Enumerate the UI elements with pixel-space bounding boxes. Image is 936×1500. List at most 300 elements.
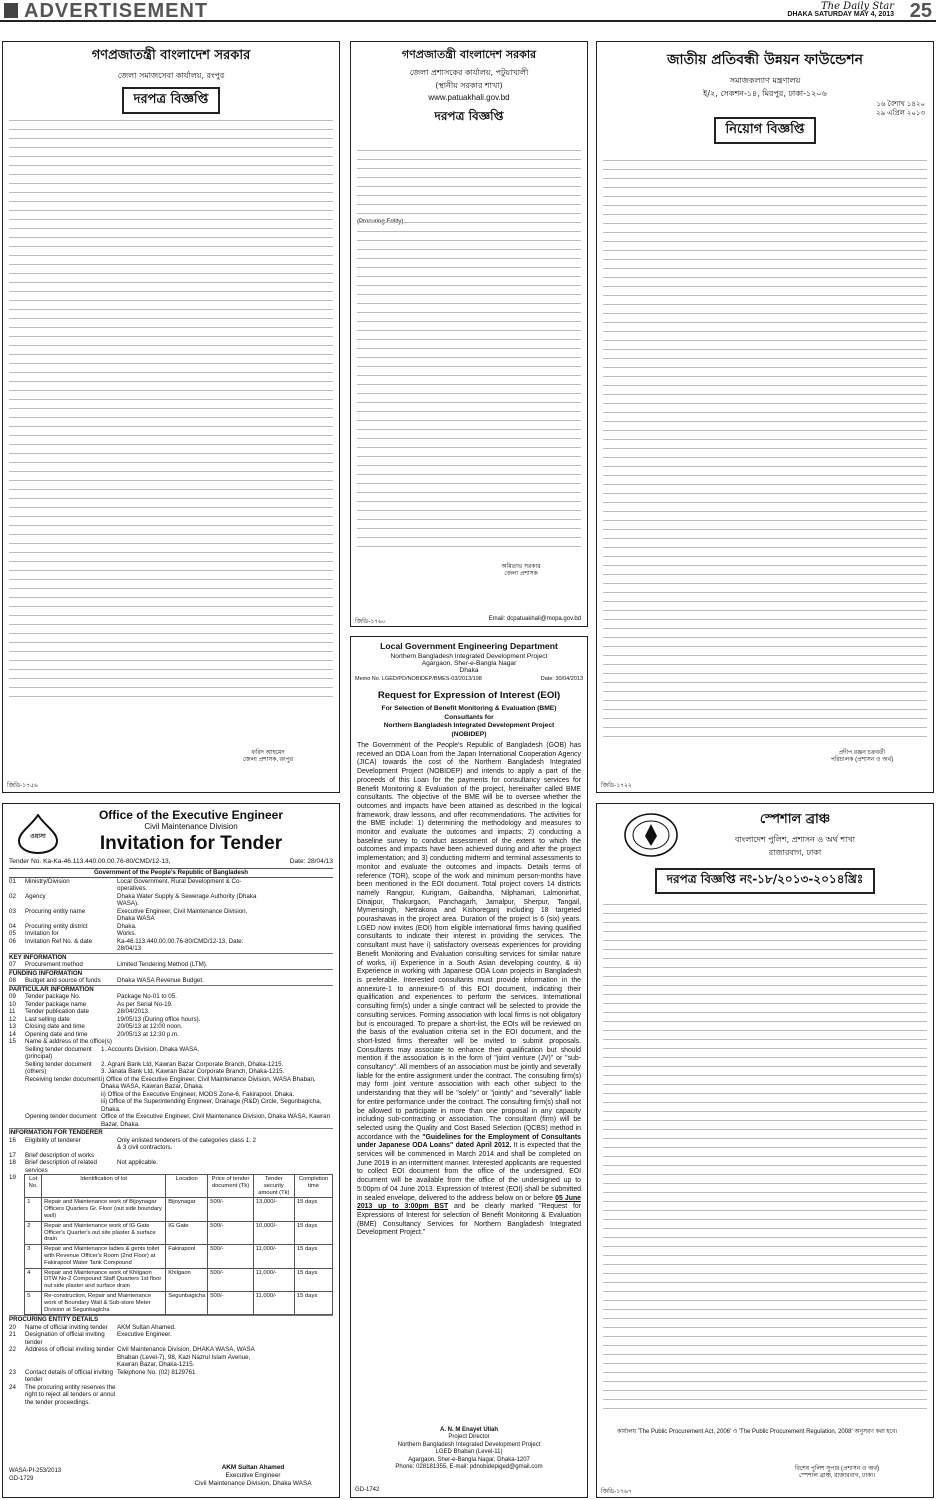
- table-rule: [357, 511, 581, 520]
- table-rule: [603, 458, 927, 467]
- lot-cell-price: 500/-: [208, 1221, 253, 1244]
- ad-lged-phone: Phone: 028181355, E-mail: pdnobidepiged@gmail.com: [395, 1464, 543, 1471]
- table-rule: [9, 184, 333, 193]
- row-label: Name of official inviting tender: [25, 1323, 108, 1331]
- ad-wasa-receiving-3: iii) Office of the Superintending Engineer, Drainage (R&D) Circle, Segunbagicha, Dhaka.: [101, 1098, 322, 1113]
- info-row: [9, 908, 333, 923]
- ad-patuakhali-table: [351, 142, 587, 552]
- ad-wasa-office: Office of the Executive Engineer: [98, 808, 284, 822]
- ad-special-branch-org: বাংলাদেশ পুলিশ, প্রশাসন ও অর্থ শাখা: [734, 835, 856, 844]
- table-rule: [603, 1337, 927, 1346]
- table-rule: [357, 538, 581, 547]
- table-rule: [9, 418, 333, 427]
- ad-lged-subtitle-3: Northern Bangladesh Integrated Development Project: [383, 722, 555, 729]
- ad-rangpur-title: দরপত্র বিজ্ঞপ্তি: [122, 87, 221, 114]
- row-number: 20: [9, 1323, 16, 1331]
- row-value: Package No-01 to 05.: [117, 993, 177, 1000]
- lot-cell-no: 4: [25, 1268, 42, 1291]
- info-row: [9, 1384, 333, 1407]
- ad-special-branch-title: স্পেশাল ব্রাঞ্চ: [759, 812, 831, 827]
- info-row: [9, 893, 333, 908]
- table-rule: [603, 1067, 927, 1076]
- table-rule: [603, 413, 927, 422]
- ad-special-branch-city: রাজারবাগ, ঢাকা: [768, 848, 822, 857]
- header-square-icon: [4, 3, 18, 18]
- table-rule: [603, 1247, 927, 1256]
- table-rule: [603, 995, 927, 1004]
- table-rule: [603, 530, 927, 539]
- lot-cell-security: 11,000/-: [253, 1245, 294, 1268]
- lots-header-cell: Lot No.: [25, 1175, 42, 1198]
- ad-foundation-recruitment: [596, 41, 934, 793]
- ad-special-branch-code: জিডি-১৭৬৭: [601, 1489, 632, 1495]
- table-row: [25, 1198, 333, 1221]
- ad-lged-memo-date: Date: 30/04/2013: [540, 676, 583, 682]
- table-rows: [357, 142, 581, 547]
- table-rule: [603, 1148, 927, 1157]
- table-rule: [9, 427, 333, 436]
- table-rule: [9, 229, 333, 238]
- table-rule: [603, 1283, 927, 1292]
- lot-cell-price: 500/-: [208, 1268, 253, 1291]
- table-rule: [603, 1139, 927, 1148]
- table-rule: [357, 295, 581, 304]
- info-row: [9, 993, 333, 1001]
- table-rule: [603, 152, 927, 161]
- ad-lged-body-text-3: and be clearly marked "Request for Expressions of Interest for selection of Benefit Monitoring & Evaluation (BME) Consultancy Services for Northern Bangladesh Integrated Development Project.": [357, 1203, 581, 1237]
- row-value: Ka-46.113.440.00.00.76-80/CMD/12-13, Date: 28/04/13: [117, 937, 244, 952]
- page-number: 25: [909, 0, 932, 22]
- lots-header-cell: Tender security amount (Tk): [253, 1175, 294, 1198]
- ad-lged-code: GD-1742: [355, 1487, 380, 1493]
- table-row: [25, 1221, 333, 1244]
- row-number: 15: [9, 1038, 16, 1045]
- table-rule: [9, 688, 333, 697]
- table-rule: [603, 395, 927, 404]
- table-rule: [9, 481, 333, 490]
- row-value: Dhaka.: [117, 922, 137, 930]
- ad-patuakhali-office: জেলা প্রশাসকের কার্যালয়, পটুয়াখালী: [409, 68, 529, 77]
- table-rule: [9, 589, 333, 598]
- ad-special-branch-table: [597, 896, 933, 1416]
- table-rule: [9, 544, 333, 553]
- lot-cell-no: 3: [25, 1245, 42, 1268]
- table-rule: [603, 1346, 927, 1355]
- lots-header-cell: Location: [166, 1175, 208, 1198]
- table-rule: [603, 602, 927, 611]
- ad-wasa-rows-a: [9, 878, 333, 953]
- ad-wasa-selling-others-label: Selling tender document (others): [25, 1060, 92, 1075]
- table-rule: [9, 490, 333, 499]
- row-number: 03: [9, 907, 16, 915]
- ad-wasa-lots-table: [24, 1174, 333, 1315]
- lot-cell-desc: Repair and Maintenance work of Khilgaon DTW No-2 Compound Staff Quarters 1st floor out side plaster and surface drain: [42, 1268, 166, 1291]
- row-label: Address of official inviting tender: [25, 1346, 114, 1354]
- table-row: [25, 1291, 333, 1314]
- table-rule: [603, 206, 927, 215]
- row-value: 19/05/13 (During office hours).: [117, 1015, 201, 1023]
- page-header: [0, 0, 936, 22]
- lot-cell-loc: IG Gate: [166, 1221, 208, 1244]
- info-row: [9, 1152, 333, 1160]
- table-rule: [9, 220, 333, 229]
- row-number: 04: [9, 922, 16, 930]
- table-rule: [357, 223, 581, 232]
- table-rule: [357, 529, 581, 538]
- lot-cell-loc: Khilgaon: [166, 1268, 208, 1291]
- info-row: [9, 1023, 333, 1031]
- table-rule: [603, 1256, 927, 1265]
- info-row: [9, 1038, 333, 1046]
- ad-lged-project: Northern Bangladesh Integrated Development Project: [390, 653, 548, 660]
- table-rule: [603, 1301, 927, 1310]
- ad-special-branch-signatory: বিশেষ পুলিশ সুপার (প্রশাসন ও অর্থ): [794, 1466, 880, 1472]
- row-label: Procuring entity name: [25, 907, 86, 915]
- table-rule: [603, 1094, 927, 1103]
- table-rule: [357, 214, 581, 223]
- table-rule: [357, 160, 581, 169]
- info-row: [9, 930, 333, 938]
- table-rule: [603, 1049, 927, 1058]
- table-rule: [603, 1013, 927, 1022]
- table-rule: [9, 346, 333, 355]
- ad-lged-subtitle-1: For Selection of Benefit Monitoring & Evaluation (BME): [381, 705, 557, 712]
- table-rule: [9, 202, 333, 211]
- row-label: Procuring entity district: [25, 922, 88, 930]
- ad-lged-sign-office: LGED Bhaban (Level-11): [435, 1449, 503, 1456]
- table-rule: [603, 905, 927, 914]
- ad-wasa-rows-b: [9, 993, 333, 1046]
- ad-foundation-signatory-role: পরিচালক (প্রশাসন ও অর্থ): [830, 757, 894, 763]
- table-rule: [603, 932, 927, 941]
- ad-lged-signatory: A. N. M Enayet Ullah: [439, 1427, 498, 1433]
- lot-cell-price: 500/-: [208, 1245, 253, 1268]
- table-rule: [9, 121, 333, 130]
- table-rule: [603, 611, 927, 620]
- table-rule: [603, 215, 927, 224]
- ad-wasa-code: GD-1729: [9, 1476, 34, 1482]
- row-number: 06: [9, 937, 16, 945]
- ad-wasa-govt: Government of the People's Republic of Bangladesh: [9, 868, 333, 878]
- table-rule: [357, 196, 581, 205]
- table-rule: [9, 670, 333, 679]
- table-rule: [9, 598, 333, 607]
- row-label: Name & address of the office(s): [25, 1038, 112, 1045]
- table-rule: [603, 467, 927, 476]
- info-row: [9, 961, 333, 969]
- ad-wasa-division: Civil Maintenance Division: [144, 822, 238, 831]
- row-label: Contact details of official inviting tender: [25, 1368, 113, 1384]
- table-rule: [357, 187, 581, 196]
- table-rule: [357, 502, 581, 511]
- table-rule: [9, 526, 333, 535]
- table-rule: [603, 914, 927, 923]
- row-number: 17: [9, 1151, 16, 1159]
- ad-lged-subtitle-2: Consultants for: [444, 713, 494, 721]
- lot-cell-security: 10,000/-: [253, 1221, 294, 1244]
- ad-wasa-tender-no: Tender No. Ka-Ka-46.113.440.00.00.76-80/CMD/12-13,: [9, 858, 171, 865]
- ad-rangpur-govt: গণপ্রজাতন্ত্রী বাংলাদেশ সরকার: [91, 48, 251, 63]
- ad-rangpur-signatory-role: জেলা প্রশাসক, রংপুর: [242, 757, 294, 763]
- ad-lged-sign-address: Agargaon, Sher-e-Bangla Nagar, Dhaka-1207: [408, 1456, 530, 1463]
- table-rule: [603, 188, 927, 197]
- table-rule: [603, 593, 927, 602]
- table-rule: [357, 241, 581, 250]
- ad-wasa-particular-info: PARTICULAR INFORMATION: [9, 985, 333, 994]
- table-rule: [603, 296, 927, 305]
- table-rule: [9, 337, 333, 346]
- ad-wasa-funding-info: FUNDING INFORMATION: [9, 969, 333, 978]
- table-rule: [603, 1265, 927, 1274]
- table-rule: [603, 1382, 927, 1391]
- table-rule: [9, 652, 333, 661]
- table-rule: [9, 535, 333, 544]
- row-value: Local Government, Rural Development & Co-operatives.: [117, 877, 242, 892]
- table-rule: [603, 539, 927, 548]
- table-rule: [357, 394, 581, 403]
- row-value: AKM Sultan Ahamed.: [117, 1323, 176, 1331]
- table-rule: [357, 205, 581, 214]
- info-row: [9, 1346, 333, 1369]
- table-rule: [9, 391, 333, 400]
- table-rule: [603, 179, 927, 188]
- table-rule: [357, 385, 581, 394]
- lot-cell-security: 11,000/-: [253, 1268, 294, 1291]
- table-rule: [603, 404, 927, 413]
- table-rule: [9, 517, 333, 526]
- row-label: Invitation Ref No. & date: [25, 937, 93, 945]
- table-rule: [603, 584, 927, 593]
- row-label: Brief description of related services: [25, 1159, 97, 1174]
- row-value: 28/04/2013.: [117, 1008, 150, 1015]
- table-rule: [603, 1121, 927, 1130]
- ad-wasa-opening-label: Opening tender document: [25, 1113, 97, 1120]
- ad-foundation-signatory: প্রদীপ রঞ্জন চক্রবর্তী: [838, 750, 886, 756]
- row-label: Tender publication date: [25, 1008, 89, 1015]
- table-rule: [603, 1364, 927, 1373]
- table-rule: [357, 475, 581, 484]
- ad-foundation-heading: নিয়োগ বিজ্ঞপ্তি: [714, 117, 817, 144]
- table-rule: [603, 548, 927, 557]
- ad-lged-sign-project: Northern Bangladesh Integrated Development Project: [397, 1441, 541, 1448]
- table-rule: [603, 314, 927, 323]
- row-value: Executive Engineer.: [117, 1331, 172, 1339]
- table-rule: [603, 287, 927, 296]
- table-rule: [9, 643, 333, 652]
- table-rule: [357, 151, 581, 160]
- table-rule: [357, 448, 581, 457]
- table-rule: [603, 368, 927, 377]
- info-row: [9, 1324, 333, 1332]
- table-rule: [9, 679, 333, 688]
- ad-lged-address: Agargaon, Sher-e-Bangla Nagar: [421, 660, 517, 667]
- ad-foundation-code: জিডি-১৭২২: [601, 783, 632, 789]
- table-rule: [603, 197, 927, 206]
- table-rule: [357, 340, 581, 349]
- lot-cell-security: 13,000/-: [253, 1198, 294, 1221]
- row-number: 14: [9, 1030, 16, 1038]
- ad-lged-memo: Memo No. LGED/PD/NOBIDEP/BMES-03/2013/198: [355, 676, 482, 682]
- table-rule: [603, 278, 927, 287]
- table-rule: [357, 268, 581, 277]
- table-rule: [357, 331, 581, 340]
- table-rule: [603, 1157, 927, 1166]
- lot-cell-desc: Re-construction, Repair and Maintenance work of Boundary Wall & Sub-store Meter Division at Segunbagicha: [42, 1291, 166, 1314]
- table-rule: [603, 1328, 927, 1337]
- row-label: Tender package name: [25, 1000, 87, 1008]
- table-rule: [603, 1211, 927, 1220]
- table-rule: [9, 499, 333, 508]
- table-rule: [603, 1103, 927, 1112]
- table-rule: [603, 476, 927, 485]
- ad-wasa-receiving-2: ii) Office of the Executive Engineer, MODS Zone-6, Fakirapool, Dhaka.: [101, 1090, 295, 1098]
- info-row: [9, 923, 333, 931]
- ad-lged-role: Project Director: [448, 1434, 490, 1441]
- table-rule: [357, 358, 581, 367]
- lots-header-row: [25, 1175, 333, 1198]
- row-number: 13: [9, 1023, 16, 1030]
- row-number: 18: [9, 1159, 16, 1166]
- table-rule: [357, 457, 581, 466]
- lots-body: [25, 1198, 333, 1315]
- table-rule: [603, 440, 927, 449]
- row-number: 08: [9, 977, 16, 984]
- info-row: [9, 1369, 333, 1384]
- info-row: [9, 878, 333, 893]
- table-rows: [603, 896, 927, 1409]
- info-row: [9, 1031, 333, 1039]
- ad-rangpur-office: জেলা সমাজসেবা কার্যালয়, রংপুর: [117, 71, 225, 80]
- table-rule: [603, 503, 927, 512]
- table-row: [25, 1245, 333, 1268]
- ad-patuakhali-signatory: অমিতাভ সরকার: [501, 564, 541, 570]
- row-number: 02: [9, 892, 16, 900]
- table-rule: [9, 247, 333, 256]
- table-rule: [357, 142, 581, 151]
- table-rule: [603, 1031, 927, 1040]
- ad-lged-subtitle-4: (NOBIDEP): [451, 730, 487, 738]
- table-rule: [357, 259, 581, 268]
- table-rule: [603, 1040, 927, 1049]
- newspaper-name: The Daily Star: [820, 1, 894, 12]
- table-rule: [603, 923, 927, 932]
- ad-patuakhali-title: দরপত্র বিজ্ঞপ্তি: [434, 109, 504, 123]
- row-value: As per Serial No-19.: [117, 1000, 173, 1008]
- table-rule: [603, 1310, 927, 1319]
- table-rule: [9, 616, 333, 625]
- row-label: Budget and source of funds: [25, 977, 101, 984]
- table-rule: [9, 148, 333, 157]
- ad-rangpur-table: [3, 112, 339, 702]
- table-rule: [9, 409, 333, 418]
- ad-patuakhali-procuring-entity: (Procuring Entity): [357, 219, 404, 225]
- lot-cell-no: 1: [25, 1198, 42, 1221]
- row-number: 16: [9, 1136, 16, 1144]
- row-number: 05: [9, 930, 16, 937]
- ad-lged-body-text-2: It is expected that the services will be commenced in March 2014 and shall be completed on June 2019 in an intermittent manner. Interested applicants are requested to collect EOI document from the office of the undersigned. EOI document will be available from the office of the undersigned up to 5:00pm of 04 June 2013. Expression of Interest (EOI) shall be submitted in sealed envelope, delivered to the address below on or before: [357, 1142, 581, 1202]
- table-rule: [9, 283, 333, 292]
- table-rule: [603, 260, 927, 269]
- table-rule: [603, 959, 927, 968]
- row-value: Only enlisted tenderers of the categories class 1, 2 & 3 civil contractors.: [117, 1136, 256, 1151]
- lot-cell-time: 15 days: [294, 1268, 332, 1291]
- row-label: Agency: [25, 892, 46, 900]
- ad-special-branch-heading: দরপত্র বিজ্ঞপ্তি নং-১৮/২০১৩-২০১৪খ্রিঃ: [655, 868, 876, 894]
- row-value: 20/05/13 at 12:00 noon.: [117, 1023, 183, 1030]
- table-rule: [357, 304, 581, 313]
- table-rule: [9, 355, 333, 364]
- table-rule: [357, 493, 581, 502]
- table-rule: [9, 211, 333, 220]
- ad-special-branch-tender: [596, 803, 934, 1498]
- row-label: Last selling date: [25, 1015, 70, 1023]
- table-rule: [9, 580, 333, 589]
- ad-lged-title: Request for Expression of Interest (EOI): [377, 690, 561, 701]
- table-rule: [9, 562, 333, 571]
- table-rule: [357, 232, 581, 241]
- table-rule: [9, 166, 333, 175]
- lots-header-cell: Completion time: [294, 1175, 332, 1198]
- table-rule: [603, 377, 927, 386]
- table-rule: [9, 634, 333, 643]
- table-rule: [9, 238, 333, 247]
- table-rule: [603, 170, 927, 179]
- ad-wasa-key-info: KEY INFORMATION: [9, 953, 333, 962]
- table-rule: [603, 1166, 927, 1175]
- table-rule: [603, 1229, 927, 1238]
- lot-cell-time: 15 days: [294, 1291, 332, 1314]
- table-rule: [357, 484, 581, 493]
- table-rule: [357, 421, 581, 430]
- table-row: [25, 1268, 333, 1291]
- row-label: Tender package No.: [25, 993, 81, 1000]
- ad-wasa-info-tenderer: INFORMATION FOR TENDERER: [9, 1128, 333, 1137]
- info-row: [9, 1137, 333, 1152]
- ad-lged-city: Dhaka: [459, 667, 479, 674]
- row-label: Procurement method: [25, 961, 83, 968]
- row-label: Eligibility of tenderer: [25, 1136, 81, 1144]
- row-value: 20/05/13 at 12:30 p.m.: [117, 1030, 179, 1038]
- table-rule: [603, 977, 927, 986]
- info-row: [9, 977, 333, 985]
- table-rule: [9, 301, 333, 310]
- table-rule: [603, 161, 927, 170]
- row-number: 12: [9, 1015, 16, 1023]
- ad-patuakhali-branch: (স্থানীয় সরকার শাখা): [435, 81, 503, 90]
- table-rule: [603, 1319, 927, 1328]
- table-rule: [9, 328, 333, 337]
- info-row: [9, 938, 333, 953]
- table-rule: [9, 130, 333, 139]
- table-rule: [357, 520, 581, 529]
- table-rule: [9, 373, 333, 382]
- row-number: 01: [9, 877, 16, 885]
- lot-cell-loc: Fakirapool: [166, 1245, 208, 1268]
- table-rule: [603, 728, 927, 737]
- ad-lged-eoi: [350, 636, 588, 1498]
- info-row: [9, 1016, 333, 1024]
- table-rule: [9, 256, 333, 265]
- ad-foundation-table: [597, 152, 933, 738]
- ad-wasa-selling-others-2: 3. Janata Bank Ltd, Kawran Bazar Corporate Branch, Dhaka-1215.: [101, 1068, 285, 1075]
- table-rule: [603, 986, 927, 995]
- table-rows: [603, 152, 927, 737]
- ad-wasa-receiving-1: i) Office of the Executive Engineer, Civil Maintenance Division, WASA Bhaban, Dhaka WASA, Kawran Bazar, Dhaka.: [101, 1075, 316, 1090]
- table-rule: [9, 508, 333, 517]
- table-rule: [603, 422, 927, 431]
- table-rule: [603, 1193, 927, 1202]
- row-number: 22: [9, 1346, 16, 1354]
